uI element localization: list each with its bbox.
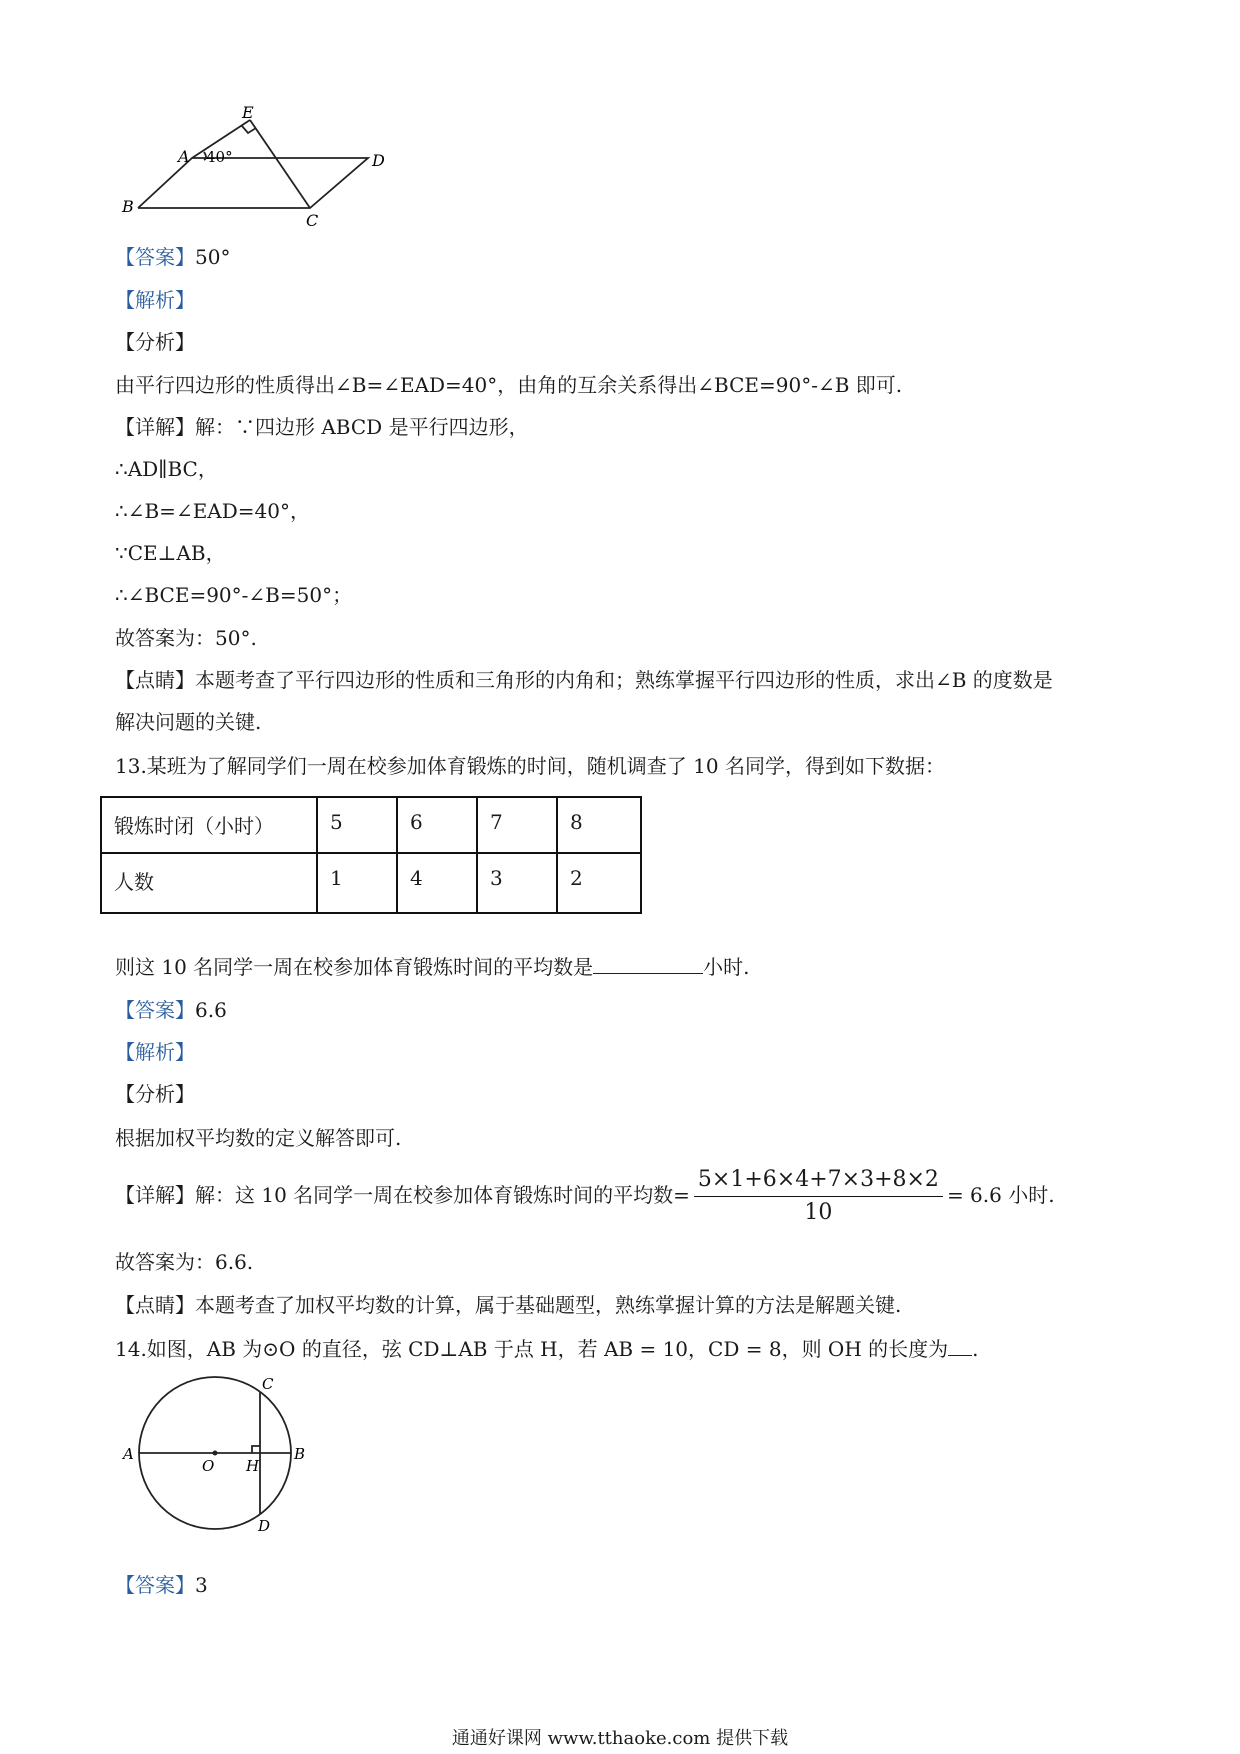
- q12-xiangjie: 【详解】解：∵四边形 ABCD 是平行四边形，: [115, 415, 529, 439]
- answer-blank: [948, 1337, 972, 1356]
- segment-ec: [250, 120, 310, 208]
- table-cell: 1: [317, 853, 397, 913]
- table-cell: 4: [397, 853, 477, 913]
- table-cell: 人数: [101, 853, 317, 913]
- q12-step-3: ∵CE⊥AB，: [115, 541, 226, 565]
- q12-jiexi-tag: 【解析】: [115, 288, 195, 312]
- q13-fenxi: 根据加权平均数的定义解答即可.: [115, 1126, 402, 1150]
- label-o: O: [202, 1457, 215, 1475]
- label-e: E: [242, 103, 254, 122]
- q13-conclusion: 故答案为：6.6.: [115, 1250, 254, 1274]
- q12-step-1: ∴AD∥BC，: [115, 457, 218, 481]
- table-row: [101, 853, 641, 913]
- parallelogram-shape: [138, 158, 368, 208]
- answer-blank: [593, 955, 703, 974]
- label-h: H: [246, 1457, 260, 1475]
- label-c: C: [262, 1375, 274, 1393]
- q13-jiexi-tag: 【解析】: [115, 1040, 195, 1064]
- q14-question: 14.如图，AB 为⊙O 的直径，弦 CD⊥AB 于点 H，若 AB = 10，CD = 8，则 OH 的长度为 .: [115, 1337, 979, 1361]
- q14-answer: 【答案】3: [115, 1573, 208, 1597]
- q12-step-4: ∴∠BCE=90°-∠B=50°；: [115, 583, 353, 607]
- q12-step-2: ∴∠B=∠EAD=40°，: [115, 499, 310, 523]
- table-cell: 2: [557, 853, 641, 913]
- q12-fenxi-tag: 【分析】: [115, 330, 195, 354]
- q12-conclusion: 故答案为：50°.: [115, 626, 257, 650]
- table-cell: 锻炼时闭（小时）: [101, 797, 317, 853]
- q13-answer: 【答案】6.6: [115, 998, 227, 1022]
- q13-question: 13.某班为了解同学们一周在校参加体育锻炼的时间，随机调查了 10 名同学，得到如下数据：: [115, 754, 945, 778]
- label-a: A: [178, 147, 190, 166]
- q12-dianjing-cont: 解决问题的关键.: [115, 710, 262, 734]
- q13-dianjing: 【点睛】本题考查了加权平均数的计算，属于基础题型，熟练掌握计算的方法是解题关键.: [115, 1293, 902, 1317]
- table-cell: 8: [557, 797, 641, 853]
- table-cell: 7: [477, 797, 557, 853]
- label-a: A: [123, 1445, 134, 1463]
- q13-fenxi-tag: 【分析】: [115, 1082, 195, 1106]
- q12-dianjing: 【点睛】本题考查了平行四边形的性质和三角形的内角和；熟练掌握平行四边形的性质，求出∠B 的度数是: [115, 668, 1053, 692]
- table-row: [101, 797, 641, 853]
- label-b: B: [122, 197, 134, 216]
- center-point: [213, 1451, 218, 1456]
- label-d: D: [372, 151, 385, 170]
- figure-parallelogram: [120, 100, 400, 230]
- right-angle-mark: [252, 1446, 260, 1453]
- table-cell: 5: [317, 797, 397, 853]
- figure-circle: [120, 1375, 320, 1535]
- label-angle: 40°: [206, 148, 233, 166]
- q12-fenxi: 由平行四边形的性质得出∠B=∠EAD=40°，由角的互余关系得出∠BCE=90°-∠B 即可.: [115, 373, 903, 397]
- label-d: D: [258, 1517, 271, 1535]
- label-b: B: [294, 1445, 306, 1463]
- page-footer: 通通好课网 www.tthaoke.com 提供下载: [451, 1728, 789, 1749]
- fraction: $\frac{5\times 1+6\times 4+7\times 3+8\times 2}{10}$: [694, 1166, 943, 1227]
- q13-ask: 则这 10 名同学一周在校参加体育锻炼时间的平均数是 小时.: [115, 955, 750, 979]
- q12-answer: 【答案】50°: [115, 245, 231, 269]
- q13-xiangjie: 【详解】解：这 10 名同学一周在校参加体育锻炼时间的平均数= $\frac{5\times 1+6\times 4+7\times 3+8\times 2}{10}$ = 6.6 小时.: [115, 1167, 1055, 1225]
- table-cell: 3: [477, 853, 557, 913]
- label-c: C: [306, 211, 319, 230]
- table-cell: 6: [397, 797, 477, 853]
- data-table: [100, 796, 642, 914]
